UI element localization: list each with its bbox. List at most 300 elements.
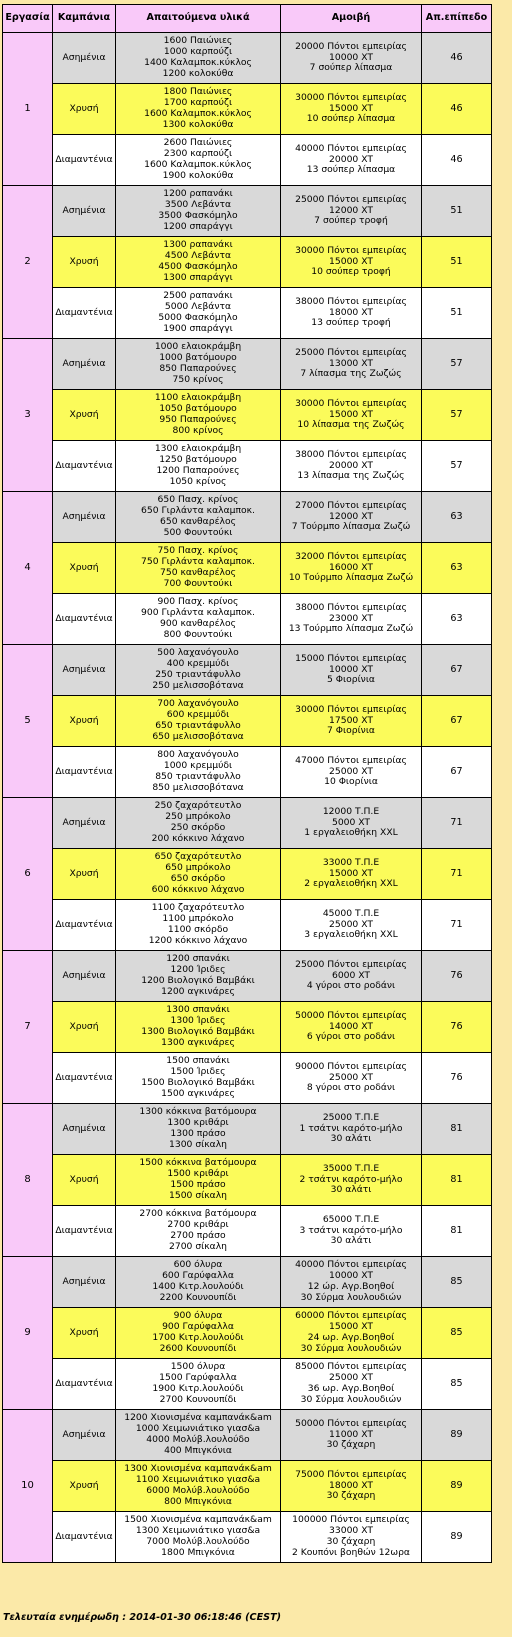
reward-line: 10 λίπασμα της Ζωζώς — [297, 419, 405, 431]
material-line: 1900 Κιτρ.λουλούδι — [152, 1383, 244, 1394]
material-line: 3500 Φασκόμηλο — [158, 210, 238, 221]
reward-line: 7 σούπερ τροφή — [314, 215, 388, 227]
required-level: 71 — [422, 900, 492, 951]
material-line: 1500 πράσο — [170, 1179, 226, 1190]
campaign-name: Διαμαντένια — [53, 1206, 116, 1257]
materials-cell — [116, 441, 281, 492]
material-line: 1100 μπρόκολο — [162, 913, 234, 925]
reward-line: 75000 Πόντοι εμπειρίας — [295, 1468, 407, 1480]
reward-line: 35000 Τ.Π.Ε — [322, 1162, 380, 1174]
material-line: 1100 ελαιοκράμβη — [154, 392, 242, 404]
material-line: 1000 Χειμωνιάτικο γιασ&a — [135, 1423, 261, 1435]
material-line: 600 Γαρύφαλλα — [162, 1270, 234, 1282]
material-line: 2700 σίκαλη — [169, 1240, 227, 1252]
table-row — [3, 594, 492, 645]
reward-line: 3 εργαλειοθήκη XXL — [304, 929, 398, 941]
header-materials: Απαιτούμενα υλικά — [116, 5, 281, 33]
material-line: 1300 σπαράγγι — [163, 271, 233, 283]
reward-line: 27000 Πόντοι εμπειρίας — [295, 499, 407, 511]
material-line: 250 σκόρδο — [170, 822, 226, 833]
material-line: 250 τριαντάφυλλο — [155, 669, 241, 680]
reward-line: 30000 Πόντοι εμπειρίας — [295, 703, 407, 715]
reward-line: 2 τσάτνι καρότο-μήλο — [299, 1173, 403, 1185]
material-line: 1300 κριθάρι — [167, 1117, 229, 1129]
materials-cell — [116, 594, 281, 645]
material-line: 400 Μπιγκόνια — [164, 1444, 232, 1456]
material-line: 1800 Μπιγκόνια — [161, 1546, 235, 1558]
material-line: 1500 κριθάρι — [167, 1168, 229, 1180]
material-line: 650 ζαχαρότευτλο — [154, 851, 242, 863]
campaign-name: Χρυσή — [53, 1461, 116, 1512]
table-row — [3, 1104, 492, 1155]
table-row — [3, 543, 492, 594]
campaign-name: Ασημένια — [53, 951, 116, 1002]
campaign-name: Διαμαντένια — [53, 1512, 116, 1563]
reward-cell — [281, 1104, 422, 1155]
reward-line: 7 λίπασμα της Ζωζώς — [300, 368, 402, 380]
reward-cell — [281, 798, 422, 849]
reward-cell — [281, 288, 422, 339]
table-row — [3, 1257, 492, 1308]
material-line: 1500 σίκαλη — [169, 1189, 227, 1201]
reward-line: 7 σούπερ λίπασμα — [309, 62, 393, 74]
campaign-name: Χρυσή — [53, 1002, 116, 1053]
material-line: 1600 Καλαμποκ.κύκλος — [144, 159, 252, 170]
required-level: 51 — [422, 186, 492, 237]
campaign-name: Ασημένια — [53, 1104, 116, 1155]
reward-line: 10000 XT — [329, 663, 373, 675]
materials-cell — [116, 492, 281, 543]
campaign-name: Διαμαντένια — [53, 900, 116, 951]
reward-line: 13 σούπερ τροφή — [311, 317, 391, 329]
required-level: 89 — [422, 1461, 492, 1512]
required-level: 85 — [422, 1359, 492, 1410]
material-line: 800 λαχανόγουλο — [157, 749, 239, 761]
reward-line: 4 γύροι στο ροδάνι — [306, 980, 396, 992]
materials-cell — [116, 186, 281, 237]
material-line: 2500 ραπανάκι — [163, 290, 233, 302]
material-line: 6000 Μολύβ.λουλούδο — [146, 1485, 250, 1496]
material-line: 650 μελισσοβότανα — [152, 730, 244, 742]
reward-line: 13 λίπασμα της Ζωζώς — [297, 470, 405, 482]
table-row — [3, 390, 492, 441]
reward-line: 40000 Πόντοι εμπειρίας — [295, 142, 407, 154]
table-row — [3, 900, 492, 951]
table-row — [3, 1359, 492, 1410]
reward-line: 30 Σύρμα λουλουδιών — [300, 1393, 402, 1405]
material-line: 750 κρίνος — [172, 373, 224, 385]
reward-line: 25000 XT — [329, 1372, 373, 1384]
campaign-name: Χρυσή — [53, 237, 116, 288]
reward-line: 30000 Πόντοι εμπειρίας — [295, 244, 407, 256]
required-level: 85 — [422, 1257, 492, 1308]
materials-cell — [116, 237, 281, 288]
reward-cell — [281, 1257, 422, 1308]
quest-number: 8 — [3, 1104, 53, 1257]
campaign-name: Διαμαντένια — [53, 594, 116, 645]
quest-number: 1 — [3, 33, 53, 186]
quest-number: 10 — [3, 1410, 53, 1563]
quest-number: 2 — [3, 186, 53, 339]
reward-cell — [281, 1410, 422, 1461]
material-line: 250 μελισσοβότανα — [152, 679, 244, 691]
material-line: 1050 βατόμουρο — [159, 403, 237, 415]
material-line: 1200 κόκκινο λάχανο — [148, 934, 248, 946]
material-line: 900 Γαρύφαλλα — [162, 1321, 234, 1333]
reward-line: 1 τσάτνι καρότο-μήλο — [299, 1122, 403, 1134]
reward-line: 25000 XT — [329, 918, 373, 930]
table-row — [3, 747, 492, 798]
campaign-name: Διαμαντένια — [53, 1359, 116, 1410]
materials-cell — [116, 1308, 281, 1359]
material-line: 1100 ζαχαρότευτλο — [151, 902, 245, 914]
reward-line: 25000 XT — [329, 765, 373, 777]
material-line: 800 κρίνος — [172, 424, 224, 436]
material-line: 1400 Κιτρ.λουλούδι — [152, 1281, 244, 1292]
material-line: 2700 κριθάρι — [167, 1219, 229, 1231]
campaign-name: Ασημένια — [53, 798, 116, 849]
reward-line: 12000 Τ.Π.Ε — [322, 805, 380, 817]
reward-line: 30 ζάχαρη — [326, 1490, 376, 1502]
reward-line: 6000 XT — [331, 969, 371, 981]
reward-line: 7 Τούρμπο λίπασμα Ζωζώ — [291, 521, 411, 533]
material-line: 7000 Μολύβ.λουλούδο — [146, 1536, 250, 1547]
campaign-name: Χρυσή — [53, 390, 116, 441]
material-line: 1200 Παπαρούνες — [156, 465, 240, 476]
quest-number: 5 — [3, 645, 53, 798]
material-line: 1500 σπανάκι — [166, 1055, 230, 1067]
reward-line: 13 σούπερ λίπασμα — [306, 164, 396, 176]
materials-cell — [116, 1257, 281, 1308]
required-level: 63 — [422, 492, 492, 543]
required-level: 76 — [422, 1053, 492, 1104]
reward-line: 5 Φιορίνια — [327, 674, 375, 686]
material-line: 1300 κόκκινα βατόμουρα — [139, 1106, 257, 1118]
header-row — [3, 5, 492, 33]
campaign-name: Χρυσή — [53, 1308, 116, 1359]
required-level: 51 — [422, 237, 492, 288]
reward-line: 10 σούπερ λίπασμα — [306, 113, 396, 125]
reward-line: 13 Τούρμπο λίπασμα Ζωζώ — [288, 623, 414, 635]
required-level: 89 — [422, 1512, 492, 1563]
material-line: 1600 Καλαμποκ.κύκλος — [144, 108, 252, 119]
required-level: 85 — [422, 1308, 492, 1359]
reward-line: 60000 Πόντοι εμπειρίας — [295, 1310, 407, 1322]
table-row — [3, 1002, 492, 1053]
table-row — [3, 645, 492, 696]
material-line: 850 μελισσοβότανα — [152, 781, 244, 793]
reward-line: 30000 Πόντοι εμπειρίας — [295, 91, 407, 103]
reward-line: 25000 Πόντοι εμπειρίας — [295, 958, 407, 970]
campaign-name: Ασημένια — [53, 1257, 116, 1308]
material-line: 950 Παπαρούνες — [159, 414, 237, 425]
materials-cell — [116, 135, 281, 186]
material-line: 600 όλυρα — [173, 1259, 223, 1271]
reward-line: 13000 XT — [329, 357, 373, 369]
quest-table-container — [2, 4, 491, 1563]
materials-cell — [116, 1206, 281, 1257]
reward-cell — [281, 1002, 422, 1053]
material-line: 2300 καρπούζι — [163, 148, 233, 160]
campaign-name: Διαμαντένια — [53, 747, 116, 798]
material-line: 650 σκόρδο — [170, 873, 226, 884]
materials-cell — [116, 798, 281, 849]
reward-line: 20000 XT — [329, 459, 373, 471]
material-line: 1600 Παιώνιες — [163, 35, 233, 47]
table-row — [3, 1206, 492, 1257]
material-line: 2200 Κουνουπίδι — [159, 1291, 237, 1303]
materials-cell — [116, 951, 281, 1002]
materials-cell — [116, 339, 281, 390]
table-row — [3, 1461, 492, 1512]
campaign-name: Διαμαντένια — [53, 441, 116, 492]
material-line: 700 λαχανόγουλο — [157, 698, 239, 710]
material-line: 1500 Βιολογικό Βαμβάκι — [141, 1077, 255, 1088]
reward-line: 33000 Τ.Π.Ε — [322, 856, 380, 868]
campaign-name: Διαμαντένια — [53, 135, 116, 186]
reward-line: 10 σούπερ τροφή — [311, 266, 391, 278]
quest-number: 4 — [3, 492, 53, 645]
material-line: 5000 Φασκόμηλο — [158, 312, 238, 323]
quest-number: 7 — [3, 951, 53, 1104]
table-row — [3, 849, 492, 900]
reward-line: 16000 XT — [329, 561, 373, 573]
material-line: 4000 Μολύβ.λουλούδο — [146, 1434, 250, 1445]
material-line: 200 κόκκινο λάχανο — [151, 832, 245, 844]
campaign-name: Χρυσή — [53, 1155, 116, 1206]
required-level: 71 — [422, 798, 492, 849]
material-line: 700 Φουντούκι — [163, 577, 233, 589]
reward-cell — [281, 747, 422, 798]
campaign-name: Ασημένια — [53, 1410, 116, 1461]
material-line: 2700 πράσο — [170, 1230, 226, 1241]
reward-line: 30000 Πόντοι εμπειρίας — [295, 397, 407, 409]
reward-line: 12 ώρ. Αγρ.Βοηθοί — [307, 1281, 395, 1292]
reward-line: 12000 XT — [329, 510, 373, 522]
required-level: 81 — [422, 1155, 492, 1206]
table-row — [3, 339, 492, 390]
reward-cell — [281, 441, 422, 492]
reward-line: 2 εργαλειοθήκη XXL — [304, 878, 398, 890]
material-line: 1500 Ίριδες — [170, 1066, 226, 1078]
reward-cell — [281, 849, 422, 900]
reward-line: 38000 Πόντοι εμπειρίας — [295, 295, 407, 307]
reward-line: 18000 XT — [329, 306, 373, 318]
material-line: 850 τριαντάφυλλο — [155, 771, 241, 782]
reward-cell — [281, 543, 422, 594]
material-line: 1300 Βιολογικό Βαμβάκι — [141, 1026, 255, 1037]
material-line: 1300 κολοκύθα — [162, 118, 234, 130]
reward-line: 30 ζάχαρη — [326, 1439, 376, 1451]
required-level: 67 — [422, 747, 492, 798]
campaign-name: Διαμαντένια — [53, 288, 116, 339]
reward-line: 8 γύροι στο ροδάνι — [306, 1082, 396, 1094]
reward-cell — [281, 1461, 422, 1512]
material-line: 800 Μπιγκόνια — [164, 1495, 232, 1507]
required-level: 46 — [422, 33, 492, 84]
materials-cell — [116, 543, 281, 594]
materials-cell — [116, 390, 281, 441]
quest-table — [2, 4, 492, 1563]
table-row — [3, 288, 492, 339]
table-row — [3, 1155, 492, 1206]
reward-cell — [281, 84, 422, 135]
material-line: 1300 Ίριδες — [170, 1015, 226, 1027]
materials-cell — [116, 84, 281, 135]
table-row — [3, 798, 492, 849]
reward-line: 14000 XT — [329, 1020, 373, 1032]
material-line: 900 όλυρα — [173, 1310, 223, 1322]
table-row — [3, 492, 492, 543]
reward-line: 1 εργαλειοθήκη XXL — [304, 827, 398, 839]
reward-line: 30 αλάτι — [330, 1235, 372, 1247]
reward-line: 23000 XT — [329, 612, 373, 624]
reward-cell — [281, 1308, 422, 1359]
materials-cell — [116, 1410, 281, 1461]
table-row — [3, 1512, 492, 1563]
material-line: 1000 καρπούζι — [163, 46, 233, 58]
reward-line: 25000 XT — [329, 1071, 373, 1083]
material-line: 650 τριαντάφυλλο — [155, 720, 241, 731]
reward-line: 100000 Πόντοι εμπειρίας — [292, 1514, 410, 1526]
material-line: 1300 αγκινάρες — [161, 1036, 235, 1048]
materials-cell — [116, 747, 281, 798]
material-line: 650 μπρόκολο — [165, 862, 231, 874]
reward-line: 90000 Πόντοι εμπειρίας — [295, 1060, 407, 1072]
reward-cell — [281, 1206, 422, 1257]
material-line: 1200 Χιονισμένα καμπανάκ&am — [124, 1412, 272, 1424]
campaign-name: Ασημένια — [53, 492, 116, 543]
campaign-name: Ασημένια — [53, 33, 116, 84]
materials-cell — [116, 696, 281, 747]
reward-line: 36 ωρ. Αγρ.Βοηθοί — [307, 1383, 395, 1394]
materials-cell — [116, 1104, 281, 1155]
material-line: 600 κόκκινο λάχανο — [151, 883, 245, 895]
reward-line: 47000 Πόντοι εμπειρίας — [295, 754, 407, 766]
reward-line: 33000 XT — [329, 1525, 373, 1537]
material-line: 750 Γιρλάντα καλαμποκ. — [141, 556, 255, 568]
material-line: 500 Φουντούκι — [163, 526, 233, 538]
required-level: 46 — [422, 84, 492, 135]
reward-cell — [281, 339, 422, 390]
table-row — [3, 237, 492, 288]
reward-line: 5000 XT — [331, 816, 371, 828]
reward-line: 65000 Τ.Π.Ε — [322, 1213, 380, 1225]
campaign-name: Χρυσή — [53, 696, 116, 747]
required-level: 57 — [422, 441, 492, 492]
material-line: 1500 αγκινάρες — [161, 1087, 235, 1099]
material-line: 1400 Καλαμποκ.κύκλος — [144, 57, 252, 68]
reward-line: 30 ζάχαρη — [326, 1536, 376, 1547]
material-line: 900 κανθαρέλος — [160, 618, 236, 629]
reward-cell — [281, 1512, 422, 1563]
material-line: 500 λαχανόγουλο — [157, 647, 239, 659]
reward-line: 32000 Πόντοι εμπειρίας — [295, 550, 407, 562]
materials-cell — [116, 1155, 281, 1206]
material-line: 1200 Ίριδες — [170, 964, 226, 976]
header-quest: Εργασία — [3, 5, 53, 33]
material-line: 1300 Χειμωνιάτικο γιασ&a — [135, 1525, 261, 1537]
material-line: 1900 κολοκύθα — [162, 169, 234, 181]
table-row — [3, 1410, 492, 1461]
required-level: 57 — [422, 339, 492, 390]
material-line: 1900 σπαράγγι — [163, 322, 233, 334]
material-line: 1100 σκόρδο — [167, 924, 229, 935]
table-row — [3, 696, 492, 747]
material-line: 1200 αγκινάρες — [161, 985, 235, 997]
required-level: 81 — [422, 1104, 492, 1155]
campaign-name: Ασημένια — [53, 186, 116, 237]
material-line: 1500 όλυρα — [170, 1361, 226, 1373]
material-line: 2700 Κουνουπίδι — [159, 1393, 237, 1405]
material-line: 1300 σίκαλη — [169, 1138, 227, 1150]
material-line: 900 Πασχ. κρίνος — [157, 596, 239, 608]
material-line: 5000 Λεβάντα — [164, 301, 232, 313]
material-line: 1500 Γαρύφαλλα — [159, 1372, 237, 1384]
header-level: Απ.επίπεδο — [422, 5, 492, 33]
campaign-name: Χρυσή — [53, 849, 116, 900]
materials-cell — [116, 1053, 281, 1104]
reward-line: 18000 XT — [329, 1479, 373, 1491]
reward-cell — [281, 135, 422, 186]
campaign-name: Χρυσή — [53, 84, 116, 135]
required-level: 46 — [422, 135, 492, 186]
reward-line: 6 γύροι στο ροδάνι — [306, 1031, 396, 1043]
materials-cell — [116, 1002, 281, 1053]
reward-cell — [281, 390, 422, 441]
reward-line: 45000 Τ.Π.Ε — [322, 907, 380, 919]
required-level: 71 — [422, 849, 492, 900]
material-line: 1500 Χιονισμένα καμπανάκ&am — [124, 1514, 272, 1526]
reward-line: 10 Τούρμπο λίπασμα Ζωζώ — [288, 572, 414, 584]
material-line: 1300 σπανάκι — [166, 1004, 230, 1016]
material-line: 1700 καρπούζι — [163, 97, 233, 109]
reward-cell — [281, 696, 422, 747]
material-line: 1200 Βιολογικό Βαμβάκι — [141, 975, 255, 986]
reward-line: 3 τσάτνι καρότο-μήλο — [299, 1224, 403, 1236]
material-line: 250 μπρόκολο — [165, 811, 231, 823]
header-campaign: Καμπάνια — [53, 5, 116, 33]
required-level: 57 — [422, 390, 492, 441]
reward-line: 30 Σύρμα λουλουδιών — [300, 1291, 402, 1303]
reward-line: 20000 XT — [329, 153, 373, 165]
quest-number: 9 — [3, 1257, 53, 1410]
required-level: 76 — [422, 951, 492, 1002]
reward-cell — [281, 1359, 422, 1410]
material-line: 250 ζαχαρότευτλο — [154, 800, 242, 812]
material-line: 4500 Λεβάντα — [164, 250, 232, 262]
campaign-name: Χρυσή — [53, 543, 116, 594]
material-line: 750 κανθαρέλος — [160, 567, 236, 578]
reward-line: 15000 XT — [329, 867, 373, 879]
required-level: 89 — [422, 1410, 492, 1461]
reward-line: 17500 XT — [329, 714, 373, 726]
quest-table-body — [3, 33, 492, 1563]
reward-line: 85000 Πόντοι εμπειρίας — [295, 1361, 407, 1373]
reward-cell — [281, 492, 422, 543]
material-line: 1300 ραπανάκι — [163, 239, 233, 251]
reward-line: 30 αλάτι — [330, 1133, 372, 1145]
material-line: 1300 ελαιοκράμβη — [154, 443, 242, 455]
material-line: 850 Παπαρούνες — [159, 363, 237, 374]
material-line: 1300 πράσο — [170, 1128, 226, 1139]
reward-line: 15000 XT — [329, 255, 373, 267]
campaign-name: Ασημένια — [53, 645, 116, 696]
materials-cell — [116, 1359, 281, 1410]
materials-cell — [116, 288, 281, 339]
quest-number: 3 — [3, 339, 53, 492]
materials-cell — [116, 1461, 281, 1512]
